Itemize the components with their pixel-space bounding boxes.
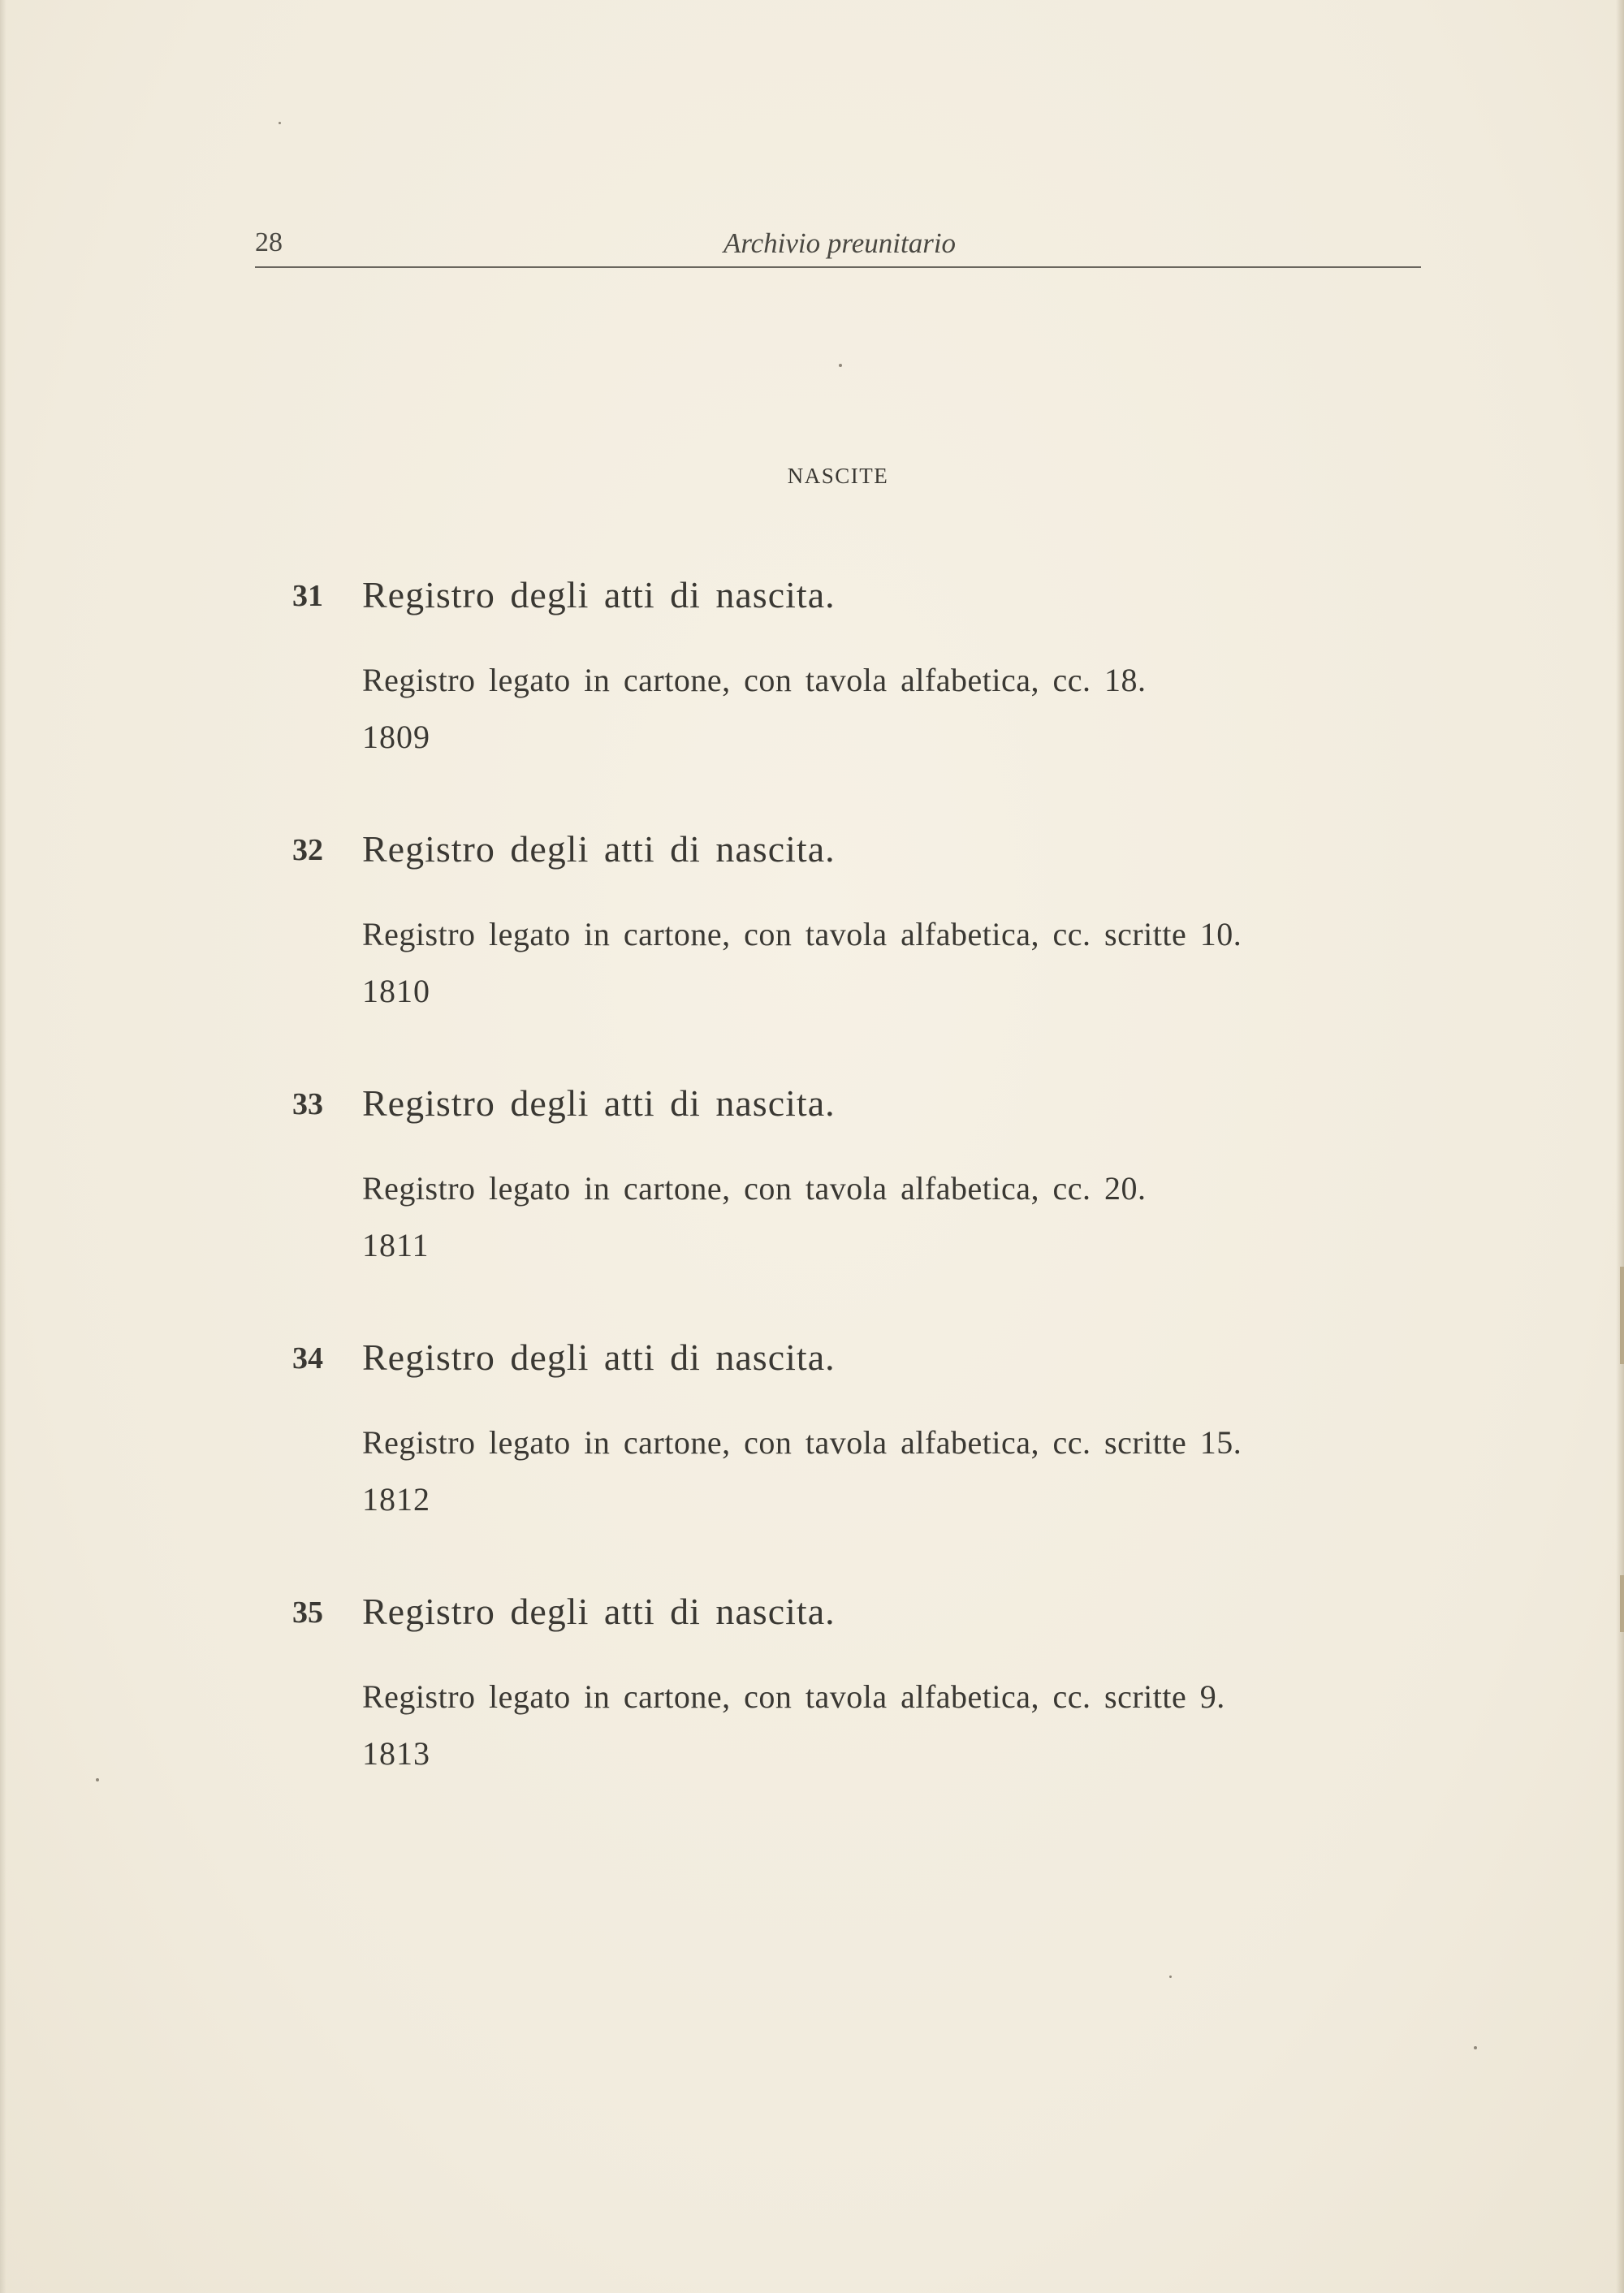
paper-speck [839,364,842,367]
page-right-edge [1616,0,1624,2293]
archive-entry [292,828,1348,1043]
entry-number: 32 [292,833,323,867]
page-edge-tab [1620,1575,1624,1632]
page-number: 28 [255,227,283,257]
entry-number: 35 [292,1596,323,1630]
entry-date: 1813 [362,1735,430,1772]
entry-description: Registro legato in cartone, con tavola alfabetica, cc. scritte 15. [362,1424,1242,1461]
entry-title: Registro degli atti di nascita. [362,1082,836,1124]
paper-speck [1169,1976,1172,1978]
entry-number: 31 [292,579,323,613]
entry-title: Registro degli atti di nascita. [362,1337,836,1378]
entry-title: Registro degli atti di nascita. [362,574,836,615]
entry-title: Registro degli atti di nascita. [362,828,836,870]
entry-description: Registro legato in cartone, con tavola alfabetica, cc. scritte 10. [362,916,1242,952]
running-header [255,227,1421,266]
entry-date: 1812 [362,1481,430,1518]
entry-date: 1810 [362,973,430,1009]
section-heading: NASCITE [787,464,889,488]
entry-description: Registro legato in cartone, con tavola alfabetica, cc. scritte 9. [362,1678,1225,1715]
page-left-edge [0,0,6,2293]
entry-description: Registro legato in cartone, con tavola alfabetica, cc. 18. [362,662,1147,698]
entry-description: Registro legato in cartone, con tavola alfabetica, cc. 20. [362,1170,1147,1207]
paper-speck [96,1778,99,1781]
running-header-title: Archivio preunitario [723,227,957,259]
archive-entry [292,574,1348,789]
header-rule [255,266,1421,268]
entry-date: 1811 [362,1227,430,1263]
entry-title: Registro degli atti di nascita. [362,1591,836,1632]
entry-date: 1809 [362,719,430,755]
archive-entry [292,1591,1348,1806]
archive-entry [292,1082,1348,1298]
page-edge-tab [1620,1267,1624,1364]
paper-speck [1474,2046,1477,2049]
entry-number: 34 [292,1341,323,1375]
paper-speck [279,122,281,124]
entry-number: 33 [292,1087,323,1121]
archive-entry [292,1337,1348,1552]
